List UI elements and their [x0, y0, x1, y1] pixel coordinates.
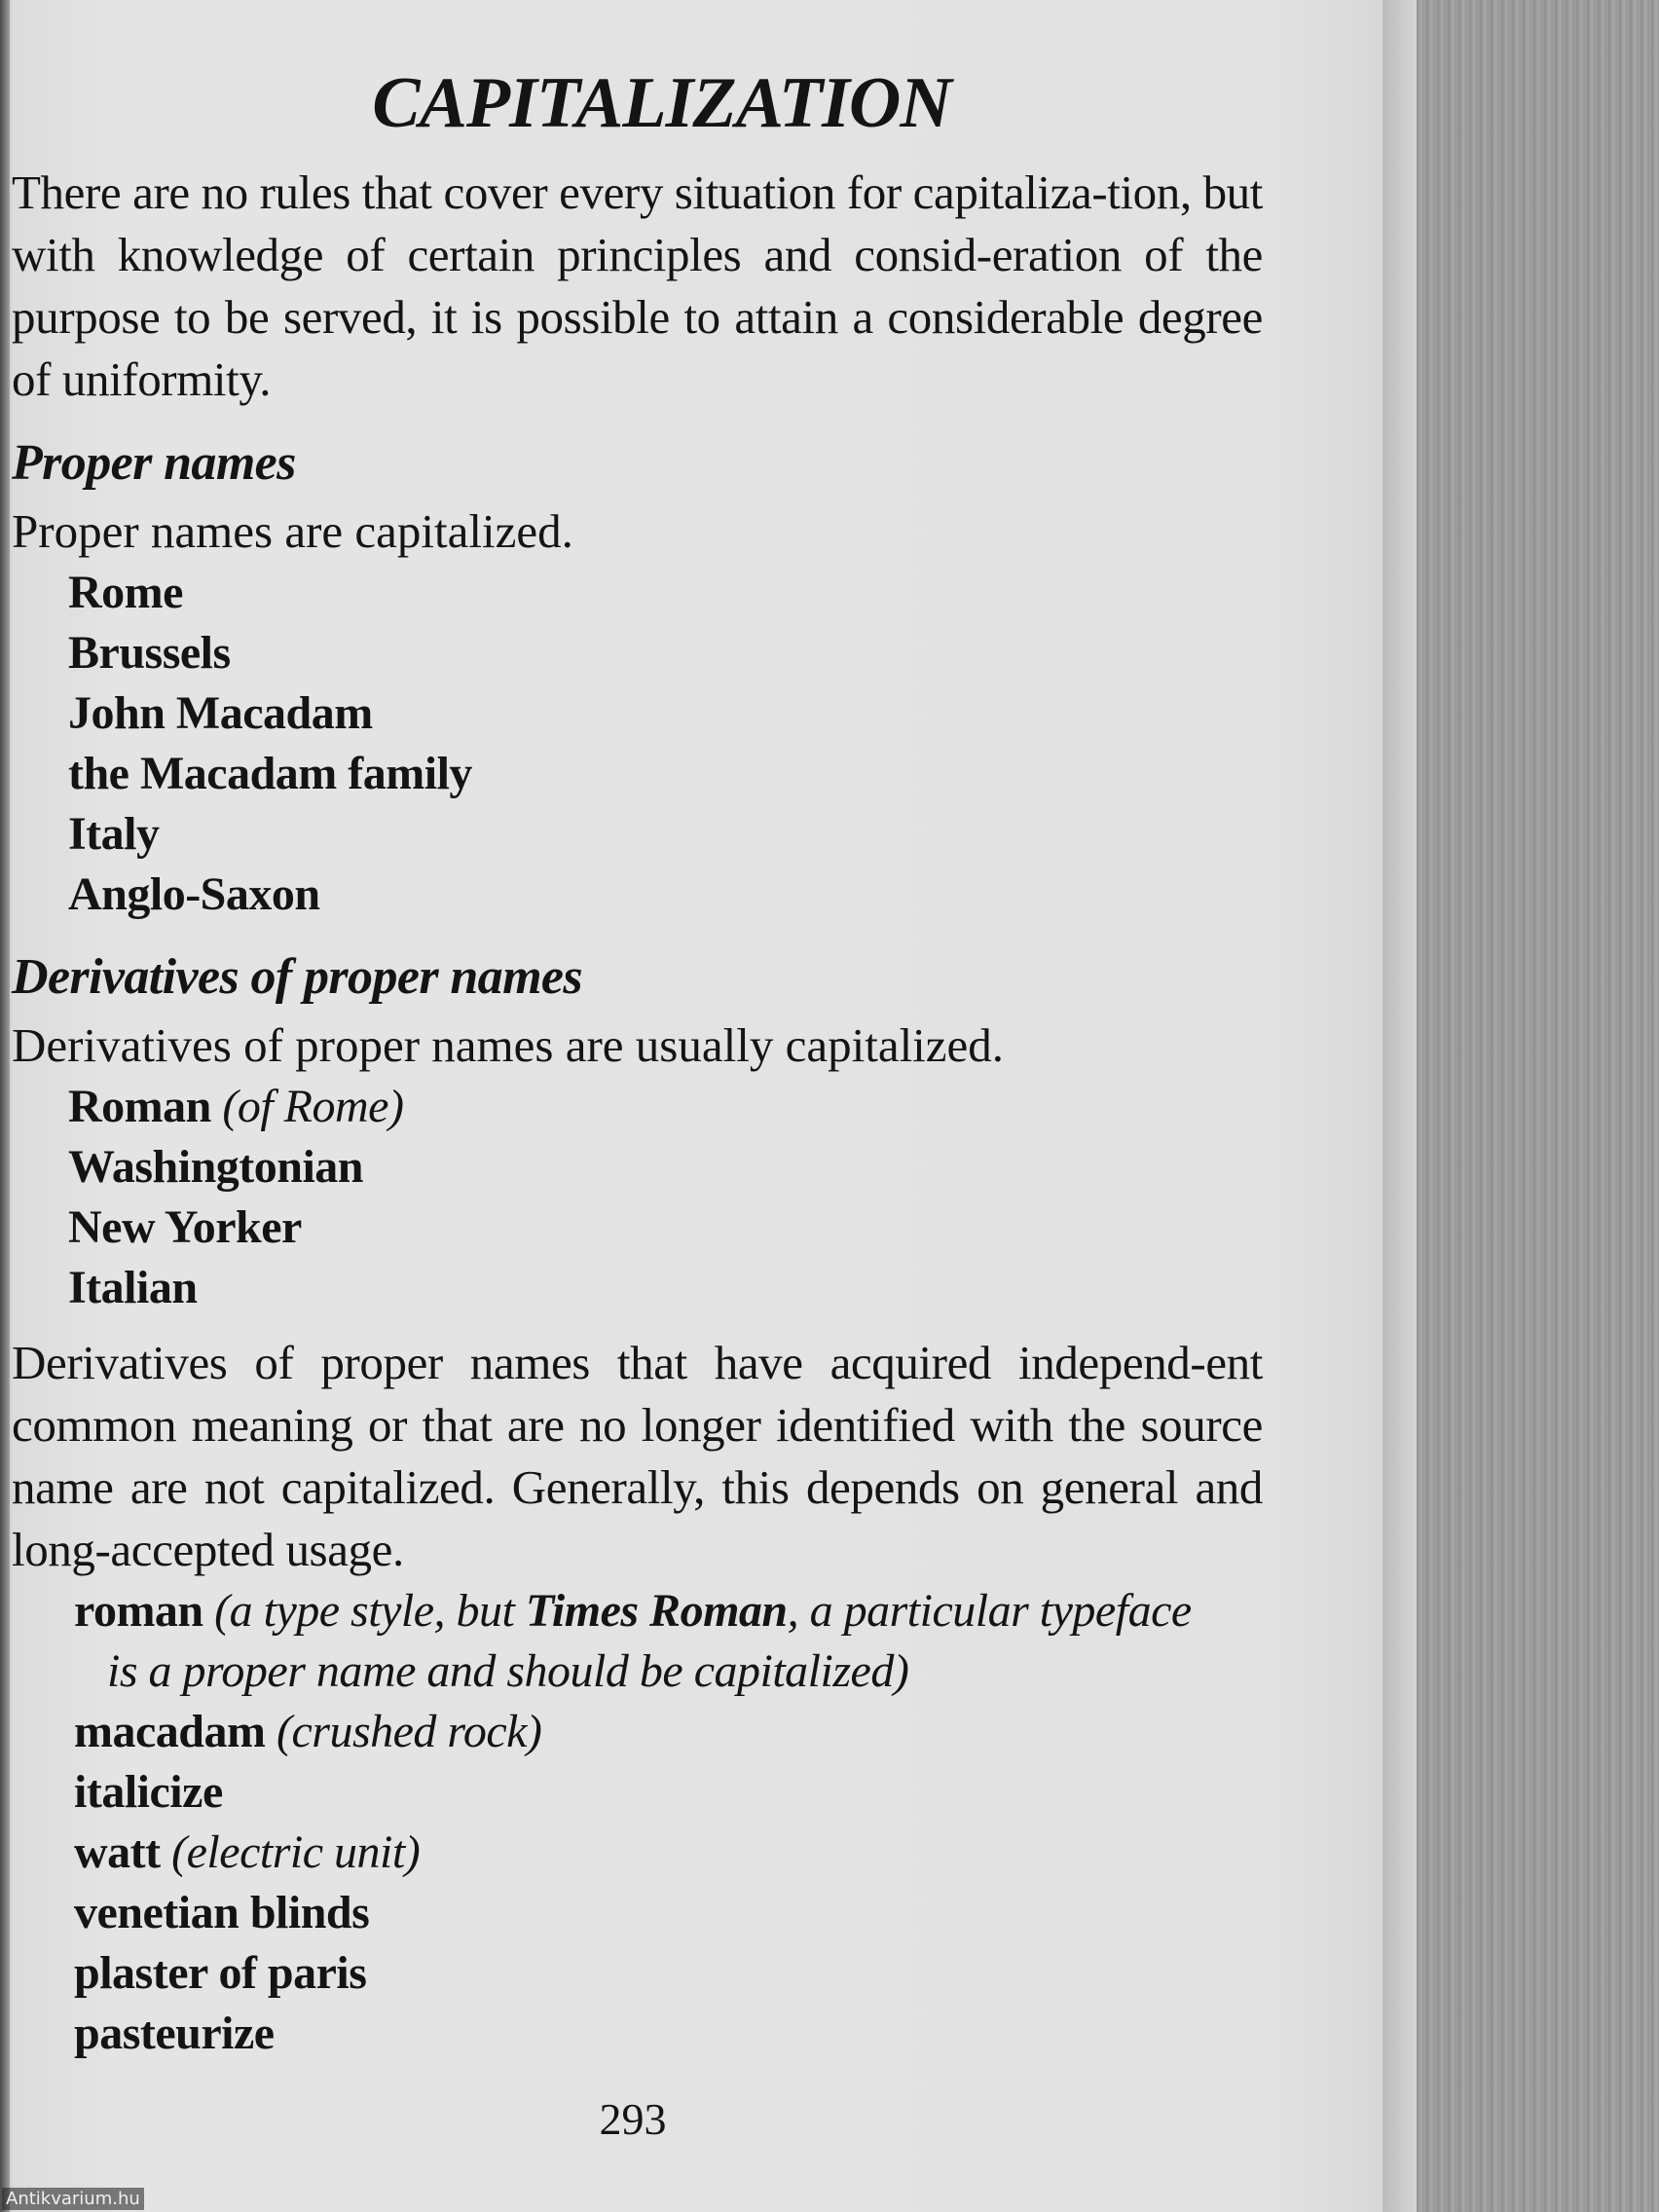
- watermark: Antikvarium.hu: [2, 2188, 144, 2210]
- example-item: Washingtonian: [68, 1141, 363, 1193]
- example-item: Italian: [68, 1262, 198, 1313]
- example-note-continued: is a proper name and should be capitalized): [107, 1645, 909, 1697]
- example-note: (crushed rock): [276, 1706, 542, 1757]
- example-item: John Macadam: [68, 687, 373, 739]
- example-term: Roman: [68, 1081, 211, 1132]
- example-item: Italy: [68, 808, 160, 860]
- example-item: [74, 1823, 1263, 1883]
- section-heading-proper-names: Proper names: [12, 435, 296, 491]
- example-item: [74, 1581, 1263, 1702]
- example-item: italicize: [74, 1766, 223, 1818]
- section-text: Proper names are capitalized.: [12, 504, 573, 558]
- section-heading-derivatives: Derivatives of proper names: [12, 949, 583, 1005]
- section-paragraph: Derivatives of proper names that have acquired independ-ent common meaning or that are no longer identified with the source name are not capitalized. Generally, this depends on general and long-accepted usage.: [12, 1336, 1263, 1576]
- example-item: pasteurize: [74, 2008, 275, 2059]
- example-item: [68, 1077, 1263, 1137]
- example-item: Rome: [68, 567, 183, 618]
- example-item: the Macadam family: [68, 748, 472, 799]
- example-item: venetian blinds: [74, 1887, 370, 1938]
- example-list: [74, 1581, 1263, 2064]
- example-item: plaster of paris: [74, 1947, 367, 1999]
- example-item: Anglo-Saxon: [68, 868, 320, 920]
- example-term: watt: [74, 1826, 161, 1878]
- example-note: (a type style, but Times Roman, a particular typeface: [214, 1585, 1192, 1637]
- example-item: [74, 1702, 1263, 1762]
- example-note: (of Rome): [222, 1081, 404, 1132]
- example-term: roman: [74, 1585, 203, 1637]
- example-list: [68, 1077, 1263, 1318]
- intro-paragraph: There are no rules that cover every situation for capitaliza-tion, but with knowledge of certain principles and consid-eration of the purpose to be served, it is possible to attain a considerable degree of uniformity.: [12, 166, 1263, 406]
- page-number: 293: [599, 2094, 667, 2144]
- page-text: [12, 58, 1263, 2064]
- section-text: Derivatives of proper names are usually capitalized.: [12, 1018, 1005, 1072]
- example-list: [68, 563, 1263, 925]
- example-item: Brussels: [68, 627, 231, 679]
- example-note: (electric unit): [171, 1826, 421, 1878]
- spine-shadow: [0, 0, 10, 2212]
- example-item: New Yorker: [68, 1201, 302, 1253]
- chapter-title: CAPITALIZATION: [372, 63, 951, 143]
- example-term: macadam: [74, 1706, 266, 1757]
